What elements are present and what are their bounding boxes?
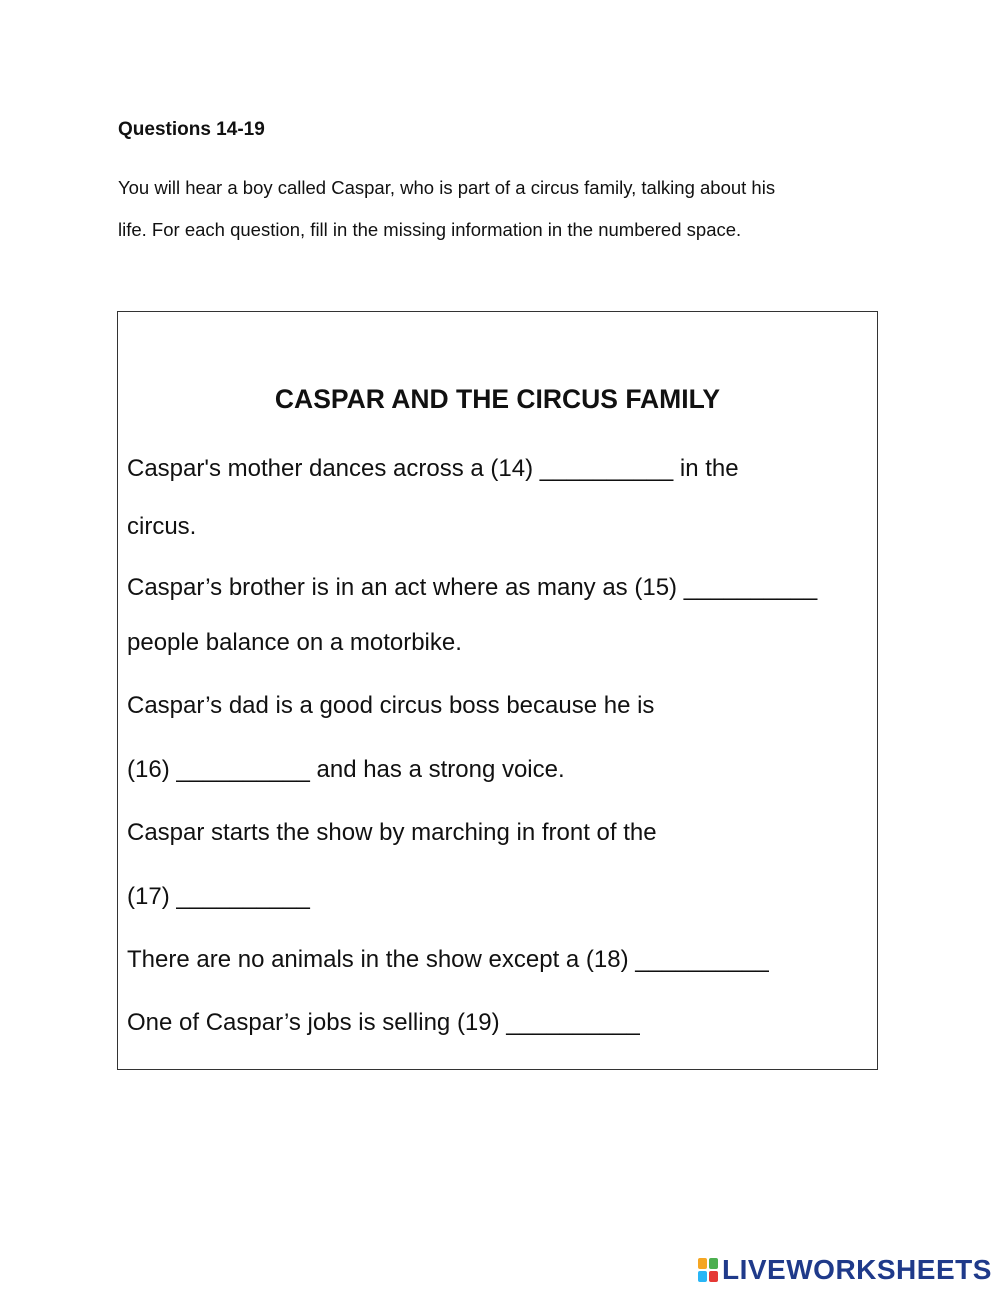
gap-fill-box xyxy=(117,311,878,1070)
line-16-part1: Caspar’s dad is a good circus boss because he is xyxy=(127,692,655,719)
line-17-part2: (17) __________ xyxy=(127,883,310,910)
instructions-line-1: You will hear a boy called Caspar, who is part of a circus family, talking about his xyxy=(118,177,776,198)
logo-block-red xyxy=(709,1271,718,1282)
questions-heading: Questions 14-19 xyxy=(118,119,265,140)
logo-block-green xyxy=(709,1258,718,1269)
instructions-text xyxy=(118,167,883,251)
line-15-part1: Caspar’s brother is in an act where as many as (15) __________ xyxy=(127,574,818,601)
instructions-line-2: life. For each question, fill in the missing information in the numbered space. xyxy=(118,219,742,240)
line-19: One of Caspar’s jobs is selling (19) __________ xyxy=(127,1009,640,1036)
liveworksheets-logo xyxy=(697,1254,992,1286)
logo-block-orange xyxy=(698,1258,707,1269)
logo-block-blue xyxy=(698,1271,707,1282)
line-14-part2: circus. xyxy=(127,513,197,540)
line-17-part1: Caspar starts the show by marching in front of the xyxy=(127,819,657,846)
line-16-part2: (16) __________ and has a strong voice. xyxy=(127,756,565,783)
line-18: There are no animals in the show except a (18) __________ xyxy=(127,946,769,973)
line-15-part2: people balance on a motorbike. xyxy=(127,629,462,656)
logo-wordmark: LIVEWORKSHEETS xyxy=(722,1254,992,1285)
box-title: CASPAR AND THE CIRCUS FAMILY xyxy=(274,384,721,414)
line-14-part1: Caspar's mother dances across a (14) __________ in the xyxy=(127,455,739,482)
liveworksheets-logo-icon xyxy=(697,1257,719,1283)
